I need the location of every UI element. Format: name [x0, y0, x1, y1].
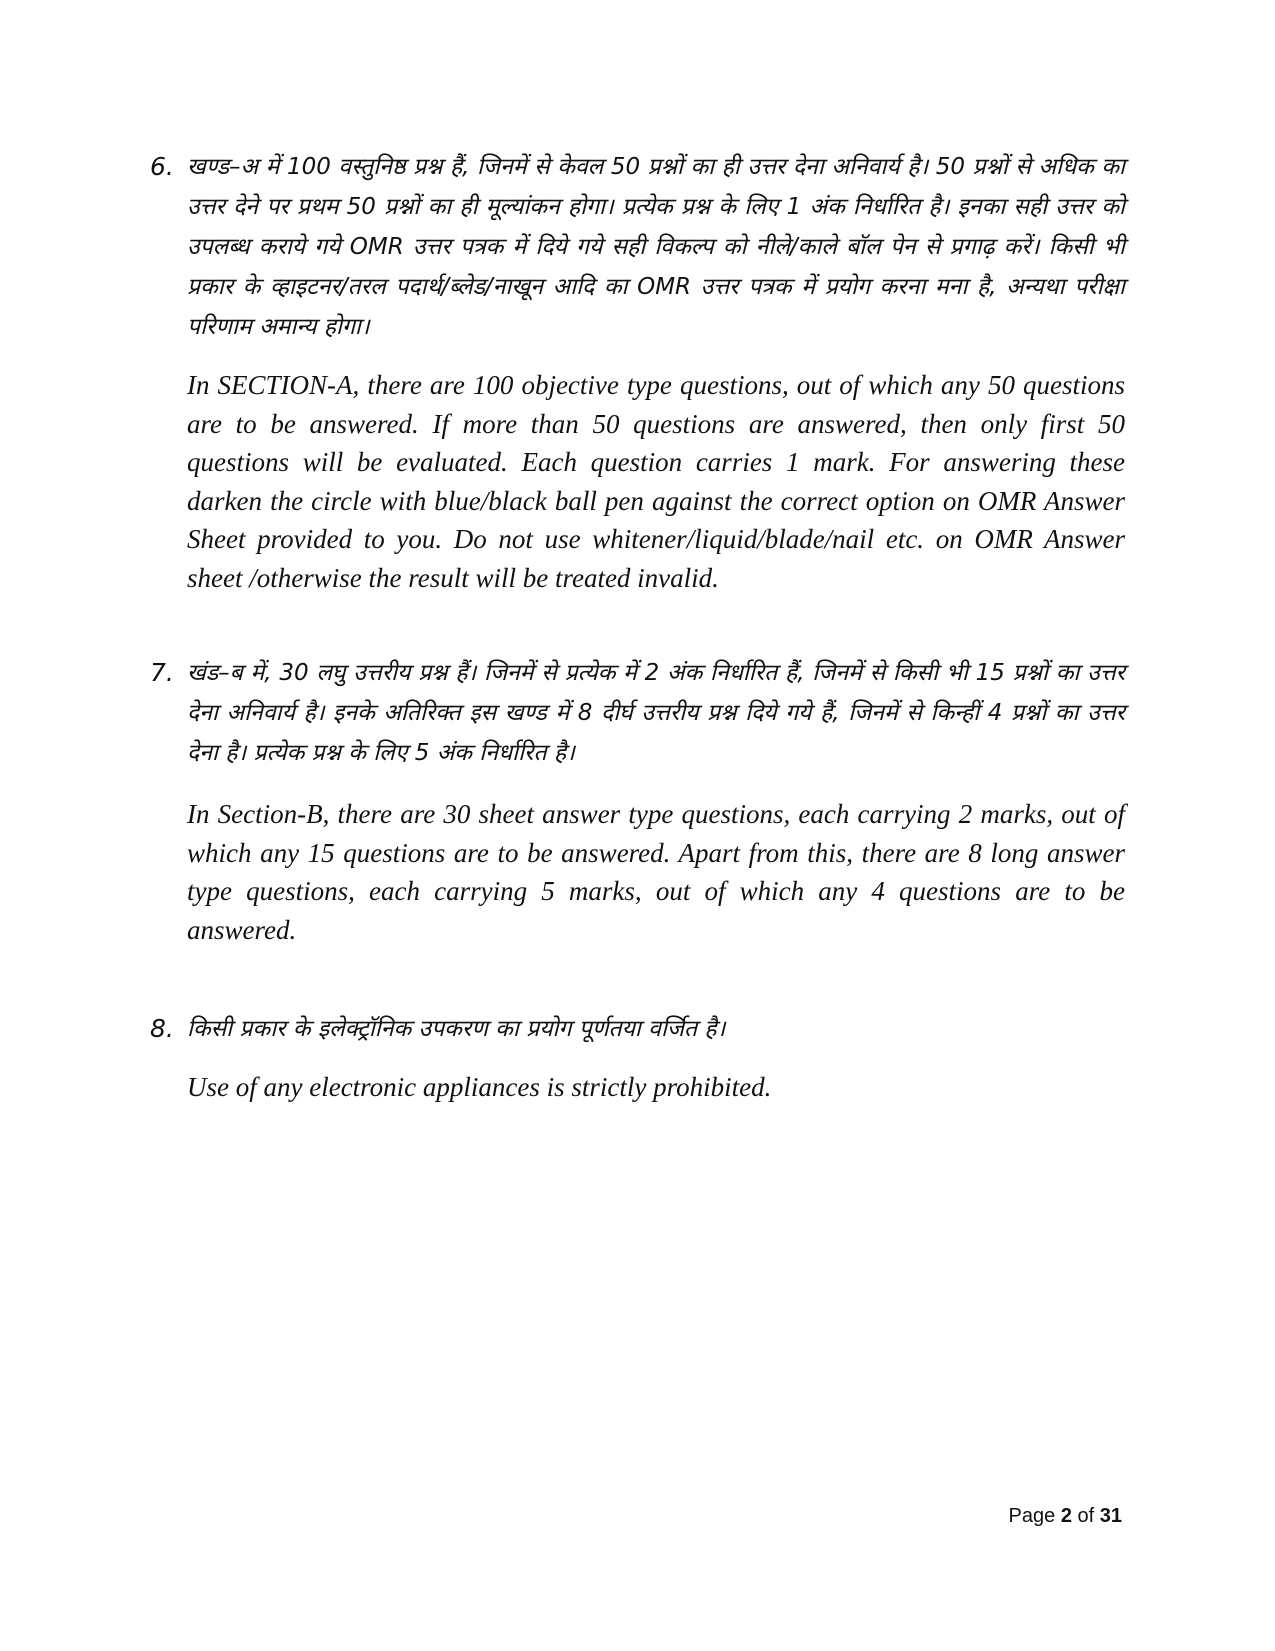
- english-instruction-text: In Section-B, there are 30 sheet answer type questions, each carrying 2 marks, out of which any 15 questions are to be answered. Apart from this, there are 8 long answer type questions, each carrying 5 marks, out of which any 4 questions are to be answered.: [187, 799, 1125, 945]
- item-number: 7.: [150, 658, 174, 687]
- page-number-footer: [1009, 1505, 1122, 1528]
- total-page-count: 31: [1099, 1505, 1122, 1527]
- english-instruction-text: In SECTION-A, there are 100 objective type questions, out of which any 50 questions are to be answered. If more than 50 questions are answered, then only first 50 questions will be evaluated. Each question carries 1 mark. For answering these darken the circle with blue/black ball pen against the correct option on OMR Answer Sheet provided to you. Do not use whitener/liquid/blade/nail etc. on OMR Answer sheet /otherwise the result will be treated invalid.: [187, 370, 1125, 593]
- hindi-instruction-text: किसी प्रकार के इलेक्ट्रॉनिक उपकरण का प्रयोग पूर्णतया वर्जित है।: [187, 1016, 726, 1042]
- instruction-item-7: [150, 653, 1125, 949]
- page-label: Page: [1008, 1505, 1056, 1527]
- hindi-instruction-text: खण्ड–अ में 100 वस्तुनिष्ठ प्रश्न हैं, जिनमें से केवल 50 प्रश्नों का ही उत्तर देना अनिवार्य है। 50 प्रश्नों से अधिक का उत्तर देने पर प्रथम 50 प्रश्नों का ही मूल्यांकन होगा। प्रत्येक प्रश्न के लिए 1 अंक निर्धारित है। इनका सही उत्तर को उपलब्ध कराये गये OMR उत्तर पत्रक में दिये गये सही विकल्प को नीले/काले बॉल पेन से प्रगाढ़ करें। किसी भी प्रकार के व्हाइटनर/तरल पदार्थ/ब्लेड/नाखून आदि का OMR उत्तर पत्रक में प्रयोग करना मना है, अन्यथा परीक्षा परिणाम अमान्य होगा।: [187, 154, 1125, 340]
- item-number: 8.: [150, 1014, 174, 1043]
- hindi-instruction-text: खंड–ब में, 30 लघु उत्तरीय प्रश्न हैं। जिनमें से प्रत्येक में 2 अंक निर्धारित हैं, जिनमें से किसी भी 15 प्रश्नों का उत्तर देना अनिवार्य है। इनके अतिरिक्त इस खण्ड में 8 दीर्घ उत्तरीय प्रश्न दिये गये हैं, जिनमें से किन्हीं 4 प्रश्नों का उत्तर देना है। प्रत्येक प्रश्न के लिए 5 अंक निर्धारित है।: [187, 660, 1125, 766]
- item-number: 6.: [150, 152, 174, 181]
- instruction-item-8: [150, 1009, 1125, 1107]
- current-page-number: 2: [1060, 1505, 1072, 1527]
- instruction-item-6: [150, 147, 1125, 597]
- page-separator: of: [1077, 1505, 1095, 1527]
- english-instruction-text: Use of any electronic appliances is strictly prohibited.: [187, 1072, 772, 1102]
